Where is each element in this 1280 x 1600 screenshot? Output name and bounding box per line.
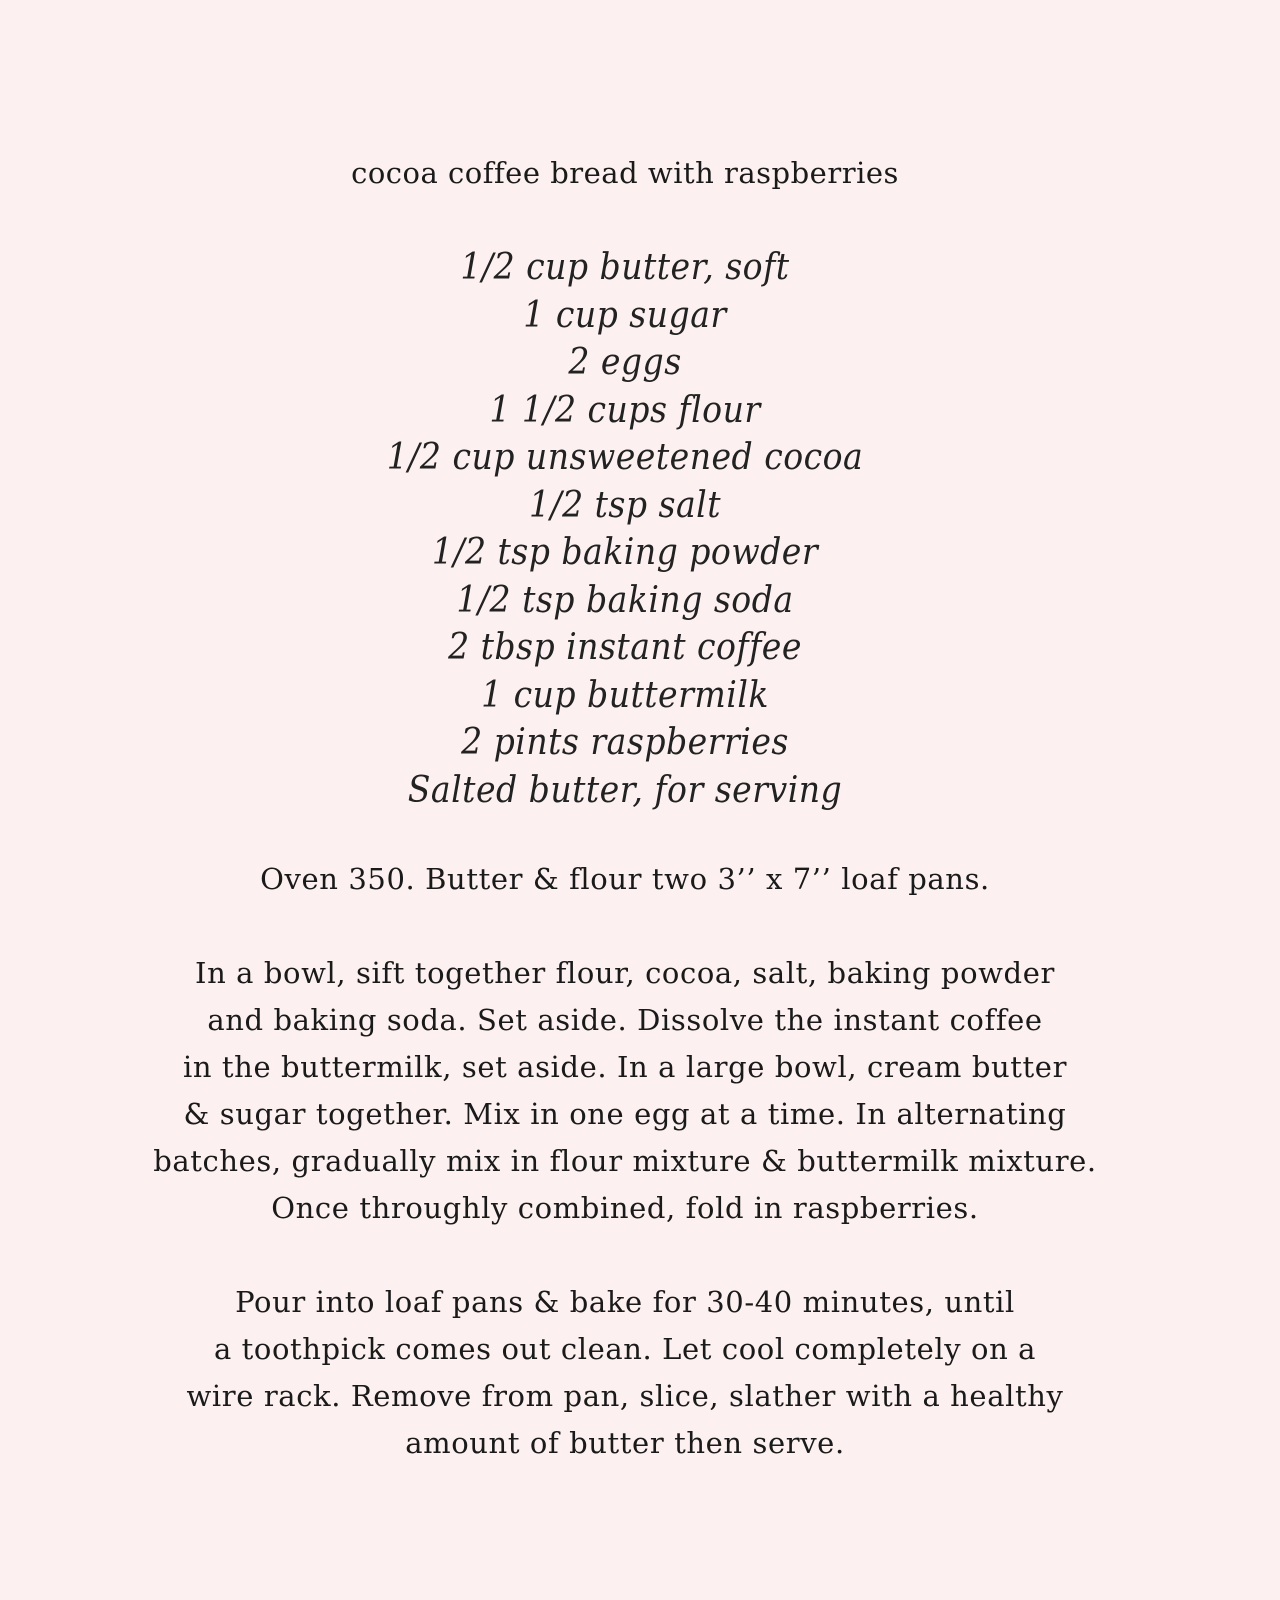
ingredient-item: 1/2 cup unsweetened cocoa [386, 437, 864, 478]
instruction-line: Oven 350. Butter & flour two 3’’ x 7’’ loaf pans. [260, 862, 990, 896]
instruction-line: Once throughly combined, fold in raspberries. [271, 1191, 979, 1225]
ingredient-list [0, 244, 1250, 814]
instruction-line: wire rack. Remove from pan, slice, slather with a healthy [186, 1379, 1064, 1413]
oven-instruction [0, 856, 1250, 903]
instruction-line: in the buttermilk, set aside. In a large bowl, cream butter [182, 1050, 1068, 1084]
ingredient-item: 1/2 tsp salt [528, 484, 722, 526]
instruction-line: amount of butter then serve. [405, 1426, 845, 1460]
ingredient-item: 1/2 tsp baking powder [431, 532, 819, 573]
ingredient-item: 1/2 tsp baking soda [456, 579, 794, 621]
ingredient-item: 1/2 cup butter, soft [460, 247, 790, 288]
ingredient-item: 2 pints raspberries [461, 722, 789, 763]
recipe-title: cocoa coffee bread with raspberries [351, 156, 899, 190]
ingredient-item: Salted butter, for serving [407, 769, 843, 811]
ingredient-item: 1 cup sugar [523, 294, 727, 336]
ingredient-item: 1 1/2 cups flour [489, 389, 761, 431]
instruction-line: and baking soda. Set aside. Dissolve the instant coffee [207, 1003, 1043, 1037]
instruction-line: In a bowl, sift together flour, cocoa, salt, baking powder [195, 956, 1055, 990]
ingredient-item: 2 eggs [568, 342, 682, 383]
baking-instructions [0, 1279, 1250, 1467]
instruction-line: a toothpick comes out clean. Let cool completely on a [213, 1332, 1037, 1366]
mixing-instructions [0, 950, 1250, 1232]
instruction-line: batches, gradually mix in flour mixture & buttermilk mixture. [153, 1144, 1097, 1178]
ingredient-item: 2 tbsp instant coffee [448, 627, 802, 668]
instruction-line: Pour into loaf pans & bake for 30-40 minutes, until [235, 1285, 1015, 1319]
instruction-line: & sugar together. Mix in one egg at a time. In alternating [183, 1097, 1067, 1131]
ingredient-item: 1 cup buttermilk [481, 674, 769, 716]
